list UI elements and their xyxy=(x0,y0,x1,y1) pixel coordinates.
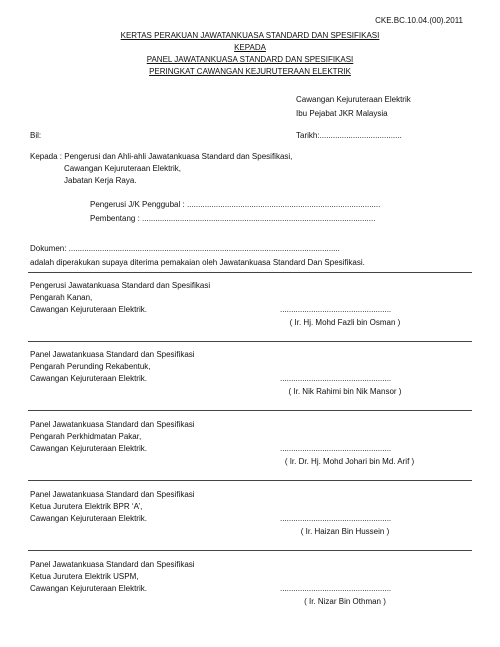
sig5-line-1: Panel Jawatankuasa Standard dan Spesifikasi xyxy=(30,560,195,569)
sig3-line-1: Panel Jawatankuasa Standard dan Spesifikasi xyxy=(30,420,195,429)
kepada-line-2: Cawangan Kejuruteraan Elektrik, xyxy=(64,164,181,173)
penggubal-field: Pengerusi J/K Penggubal : ....................................................................................... xyxy=(90,200,381,209)
sig2-signature-line: .................................................. xyxy=(280,374,392,383)
reference-code: CKE.BC.10.04.(00).2011 xyxy=(375,16,463,25)
sig1-line-1: Pengerusi Jawatankuasa Standard dan Spesifikasi xyxy=(30,281,211,290)
sig2-name: ( Ir. Nik Rahimi bin Nik Mansor ) xyxy=(288,387,402,396)
heading-line-3: PANEL JAWATANKUASA STANDARD DAN SPESIFIKASI xyxy=(146,55,354,64)
sig1-line-2: Pengarah Kanan, xyxy=(30,293,93,302)
separator-line xyxy=(28,272,472,273)
sig3-signature-line: .................................................. xyxy=(280,444,392,453)
sig5-signature-line: .................................................. xyxy=(280,584,392,593)
sig5-name: ( Ir. Nizar Bin Othman ) xyxy=(304,597,386,606)
sig2-line-2: Pengarah Perunding Rekabentuk, xyxy=(30,362,151,371)
address-line-1: Cawangan Kejuruteraan Elektrik xyxy=(296,95,411,104)
sig3-line-3: Cawangan Kejuruteraan Elektrik. xyxy=(30,444,147,453)
tarikh-field: Tarikh:..................................... xyxy=(296,131,402,140)
separator-line xyxy=(28,341,472,342)
sig4-name: ( Ir. Haizan Bin Hussein ) xyxy=(300,527,390,536)
sig3-name: ( Ir. Dr. Hj. Mohd Johari bin Md. Arif ) xyxy=(284,457,415,466)
sig4-line-2: Ketua Jurutera Elektrik BPR ‘A’, xyxy=(30,502,143,511)
heading-line-4: PERINGKAT CAWANGAN KEJURUTERAAN ELEKTRIK xyxy=(149,67,351,76)
kepada-line-1: Kepada : Pengerusi dan Ahli-ahli Jawatankuasa Standard dan Spesifikasi, xyxy=(30,152,293,161)
sig3-line-2: Pengarah Perkhidmatan Pakar, xyxy=(30,432,142,441)
sig5-line-3: Cawangan Kejuruteraan Elektrik. xyxy=(30,584,147,593)
sig1-line-3: Cawangan Kejuruteraan Elektrik. xyxy=(30,305,147,314)
sig4-signature-line: .................................................. xyxy=(280,514,392,523)
separator-line xyxy=(28,550,472,551)
separator-line xyxy=(28,410,472,411)
heading-line-1: KERTAS PERAKUAN JAWATANKUASA STANDARD DAN SPESIFIKASI xyxy=(120,31,380,40)
separator-line xyxy=(28,480,472,481)
sig2-line-3: Cawangan Kejuruteraan Elektrik. xyxy=(30,374,147,383)
sig4-line-3: Cawangan Kejuruteraan Elektrik. xyxy=(30,514,147,523)
sig2-line-1: Panel Jawatankuasa Standard dan Spesifikasi xyxy=(30,350,195,359)
heading-line-2: KEPADA xyxy=(234,43,266,52)
perakuan-statement: adalah diperakukan supaya diterima pemakaian oleh Jawatankuasa Standard Dan Spesifikasi. xyxy=(30,258,365,267)
dokumen-field: Dokumen: .......................................................................................................................... xyxy=(30,244,340,253)
bil-label: Bil: xyxy=(30,131,42,140)
sig5-line-2: Ketua Jurutera Elektrik USPM, xyxy=(30,572,139,581)
address-line-2: Ibu Pejabat JKR Malaysia xyxy=(296,109,388,118)
pembentang-field: Pembentang : ......................................................................................................... xyxy=(90,214,376,223)
sig1-signature-line: .................................................. xyxy=(280,305,392,314)
sig1-name: ( Ir. Hj. Mohd Fazli bin Osman ) xyxy=(289,318,401,327)
sig4-line-1: Panel Jawatankuasa Standard dan Spesifikasi xyxy=(30,490,195,499)
kepada-line-3: Jabatan Kerja Raya. xyxy=(64,176,137,185)
